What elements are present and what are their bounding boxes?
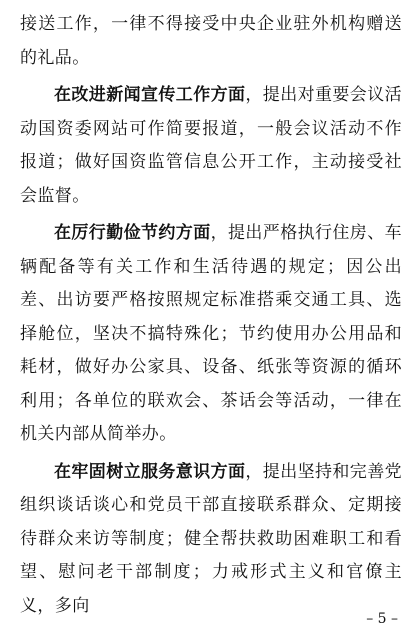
page-number: – 5 – [366,611,398,627]
paragraph-1 [20,8,402,75]
paragraph-frugality [20,217,402,452]
document-page [20,8,402,623]
paragraph-frugality-lead: 在厉行勤俭节约方面 [54,223,211,243]
paragraph-news-publicity-lead: 在改进新闻宣传工作方面 [54,85,246,105]
paragraph-service-awareness-text: ，提出坚持和完善党组织谈话谈心和党员干部直接联系群众、定期接待群众来访等制度；健全帮扶救助困难职工和看望、慰问老干部制度；力戒形式主义和官僚主义，多向 [20,461,403,616]
paragraph-news-publicity [20,79,402,213]
paragraph-1-text: 接送工作，一律不得接受中央企业驻外机构赠送的礼品。 [20,14,402,68]
paragraph-service-awareness [20,456,402,624]
paragraph-service-awareness-lead: 在牢固树立服务意识方面 [54,461,246,482]
paragraph-frugality-text: ，提出严格执行住房、车辆配备等有关工作和生活待遇的规定；因公出差、出访要严格按照规定标准搭乘交通工具、选择舱位，坚决不搞特殊化；节约使用办公用品和耗材，做好办公家具、设备、纸张等资源的循环利用；各单位的联欢会、茶话会等活动，一律在机关内部从简举办。 [20,223,403,444]
paragraph-news-publicity-text: ，提出对重要会议活动国资委网站可作简要报道，一般会议活动不作报道；做好国资监管信息公开工作，主动接受社会监督。 [20,85,403,206]
